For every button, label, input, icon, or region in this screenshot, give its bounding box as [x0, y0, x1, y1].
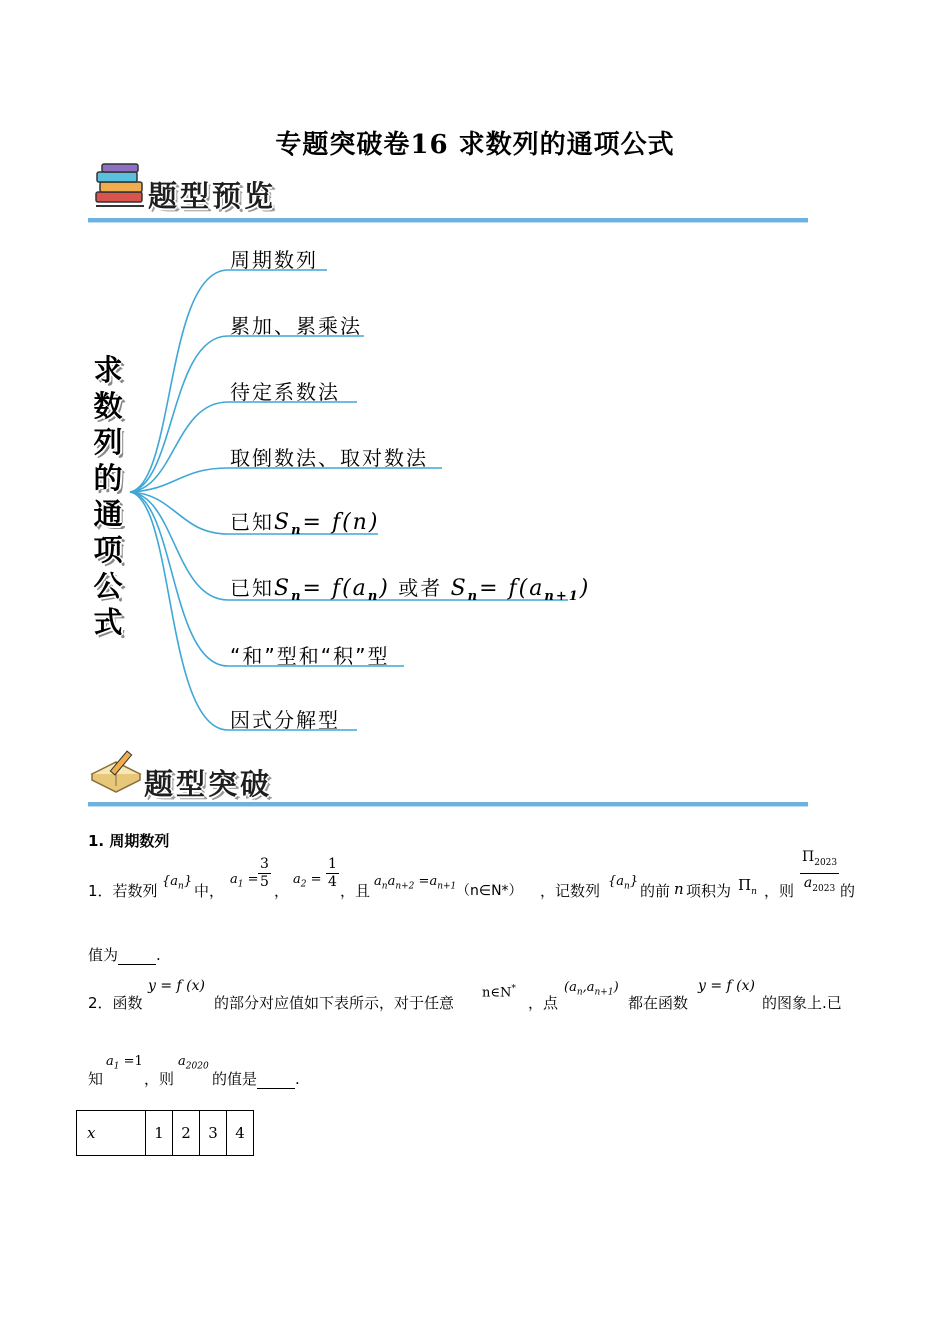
pi-symbol: Π — [738, 876, 752, 894]
root-char: 数 — [93, 389, 123, 423]
q2-text-1: 的部分对应值如下表所示，对于任意 — [214, 994, 455, 1012]
root-char: 通 — [93, 497, 123, 531]
branch-reciprocal-log: 取倒数法、取对数法 — [230, 446, 428, 470]
q1-condition: （n∈N*） — [456, 883, 523, 899]
seq-a: a — [170, 874, 179, 889]
connector — [130, 270, 228, 492]
a2-sub: 2 — [300, 879, 307, 890]
pi-symbol: Π — [802, 849, 815, 865]
sum-symbol: S — [274, 510, 292, 535]
frac-den: 4 — [328, 874, 337, 890]
q1-relation — [374, 874, 456, 892]
cond-text: n∈N — [482, 985, 512, 1001]
q1-line2-text: 值为 — [88, 946, 119, 964]
a1-sub: 1 — [237, 879, 244, 890]
point-close: ) — [613, 980, 619, 995]
paren-close: ) — [579, 576, 591, 601]
q2-line2 — [88, 1052, 488, 1088]
question-2 — [88, 976, 868, 1016]
rel-a: a — [387, 874, 396, 889]
point-sub: n+1 — [594, 987, 614, 998]
q1-seq: $\{a_n\}$ — [162, 874, 193, 892]
q1-comma: ， — [274, 882, 290, 900]
rel-sub: n — [381, 881, 388, 892]
q1-a2: $a_2$ = — [293, 872, 322, 890]
table-row — [77, 1111, 254, 1156]
rel-sub: n+2 — [395, 881, 415, 892]
value-table — [76, 1110, 254, 1156]
point-sub: n — [576, 987, 583, 998]
root-char: 求 — [93, 353, 123, 387]
table-cell: 2 — [173, 1111, 200, 1156]
q2-line2-pre: 知 — [88, 1070, 104, 1088]
q2-point — [564, 980, 619, 998]
q1-text-2: ，且 — [340, 882, 371, 900]
q1-text-1: 中， — [194, 882, 225, 900]
q2-a2020 — [178, 1054, 209, 1072]
branch-pre: 已知 — [230, 510, 274, 534]
books-icon — [92, 162, 148, 210]
q1-a1-frac — [258, 856, 271, 891]
banner-breakthrough — [88, 744, 808, 810]
q2-number: 2．函数 — [88, 994, 143, 1012]
a1-lhs: a — [230, 872, 238, 887]
q2-func: y = f (x) — [148, 978, 205, 994]
banner-breakthrough-rule — [88, 802, 808, 807]
den-a: a — [803, 874, 813, 891]
branch-pre: 已知 — [230, 576, 274, 600]
den-sub: 2023 — [812, 883, 836, 894]
branch-sn-fn — [230, 506, 379, 538]
frac-num: 1 — [328, 856, 337, 872]
branch-accumulate: 累加、累乘法 — [230, 314, 362, 338]
mindmap-connectors — [0, 230, 950, 750]
pi-sub: 2023 — [814, 857, 838, 868]
answer-blank[interactable] — [257, 1074, 295, 1089]
q2-condition — [482, 984, 516, 1000]
q2-func2: y = f (x) — [698, 978, 755, 994]
connector — [130, 492, 228, 730]
table-header-cell: x — [77, 1111, 146, 1156]
q1-seq2: $\{a_n\}$ — [608, 874, 639, 892]
q2-text-5: ，则 — [144, 1070, 175, 1088]
q2-a1 — [106, 1054, 143, 1072]
book-pencil-icon — [88, 746, 144, 796]
a1-sub: 1 — [113, 1061, 120, 1072]
frac-den: 5 — [260, 874, 269, 890]
point-open: (a — [564, 980, 577, 995]
root-char: 公 — [93, 569, 123, 603]
cond-sup: * — [511, 984, 516, 994]
a2-lhs: a — [293, 872, 301, 887]
q2-text-4: 的图象上.已 — [762, 994, 842, 1012]
q1-text-3: ，记数列 — [540, 882, 601, 900]
q1-text-6: ，则 — [764, 882, 795, 900]
a1-eq: =1 — [123, 1054, 143, 1069]
seq-sub: n — [178, 881, 184, 892]
point-mid: ,a — [582, 980, 595, 995]
branch-sum-product: “和”型和“积”型 — [230, 644, 390, 668]
q2-text-6 — [212, 1068, 300, 1089]
frac-num — [800, 848, 839, 874]
banner-breakthrough-text: 题型突破 — [144, 767, 273, 801]
q1-text-4: 的前 — [640, 882, 671, 900]
q1-line2 — [88, 944, 161, 965]
q2-text-6-label: 的值是 — [212, 1070, 258, 1088]
q1-pi — [738, 876, 757, 897]
term-subscript: n+1 — [544, 589, 580, 604]
seq-a: a — [616, 874, 625, 889]
root-char: 的 — [93, 461, 123, 495]
sum-subscript: n — [291, 523, 303, 538]
sum-subscript: n — [467, 589, 480, 604]
branch-or: 或者 — [389, 576, 451, 600]
banner-preview — [88, 160, 808, 226]
rel-eq: =a — [418, 874, 438, 889]
sum-equation: = f(a — [479, 576, 545, 601]
q1-text-7: 的 — [840, 882, 856, 900]
connector — [130, 492, 228, 600]
paren-close: ) — [379, 576, 390, 601]
q1-a1: $a_1$ = — [230, 872, 259, 890]
question-1 — [88, 848, 868, 908]
sum-symbol: S — [274, 576, 292, 601]
q1-a2-frac — [326, 856, 339, 891]
q1-number: 1．若数列 — [88, 882, 158, 900]
answer-blank[interactable] — [118, 950, 156, 965]
rel-sub: n+1 — [437, 881, 457, 892]
frac-num: 3 — [260, 856, 269, 872]
q1-n: n — [674, 880, 684, 898]
sum-symbol: S — [450, 576, 468, 601]
connector — [130, 492, 228, 666]
section-heading: 1. 周期数列 — [88, 832, 170, 850]
branch-sn-fan — [230, 572, 590, 604]
branch-periodic: 周期数列 — [230, 248, 318, 272]
seq-sub: n — [624, 881, 630, 892]
rel-a: a — [374, 874, 382, 889]
branch-factorization: 因式分解型 — [230, 708, 340, 732]
q1-end: . — [156, 946, 161, 964]
table-cell: 4 — [227, 1111, 254, 1156]
root-char: 项 — [93, 533, 123, 567]
table-cell: 3 — [200, 1111, 227, 1156]
a2020-lhs: a — [178, 1054, 186, 1069]
root-char: 列 — [93, 425, 123, 459]
a1-lhs: a — [106, 1054, 114, 1069]
branch-undetermined-coef: 待定系数法 — [230, 380, 340, 404]
q2-end: . — [295, 1070, 300, 1088]
sum-subscript: n — [291, 589, 303, 604]
table-cell: 1 — [146, 1111, 173, 1156]
pi-sub: n — [751, 887, 757, 897]
frac-den — [800, 874, 839, 899]
q1-text-5: 项积为 — [686, 882, 732, 900]
q1-big-frac — [800, 848, 839, 899]
root-char: 式 — [93, 605, 123, 639]
term-subscript: n — [367, 589, 380, 604]
a2020-sub: 2020 — [185, 1061, 209, 1072]
sum-equation: = f(n) — [302, 510, 380, 535]
mindmap — [0, 230, 950, 750]
banner-preview-rule — [88, 218, 808, 223]
sum-equation: = f(a — [302, 576, 368, 601]
q2-text-2: ，点 — [528, 994, 559, 1012]
page-title: 专题突破卷16 求数列的通项公式 — [275, 130, 675, 160]
q2-text-3: 都在函数 — [628, 994, 689, 1012]
banner-preview-text: 题型预览 — [148, 179, 277, 213]
